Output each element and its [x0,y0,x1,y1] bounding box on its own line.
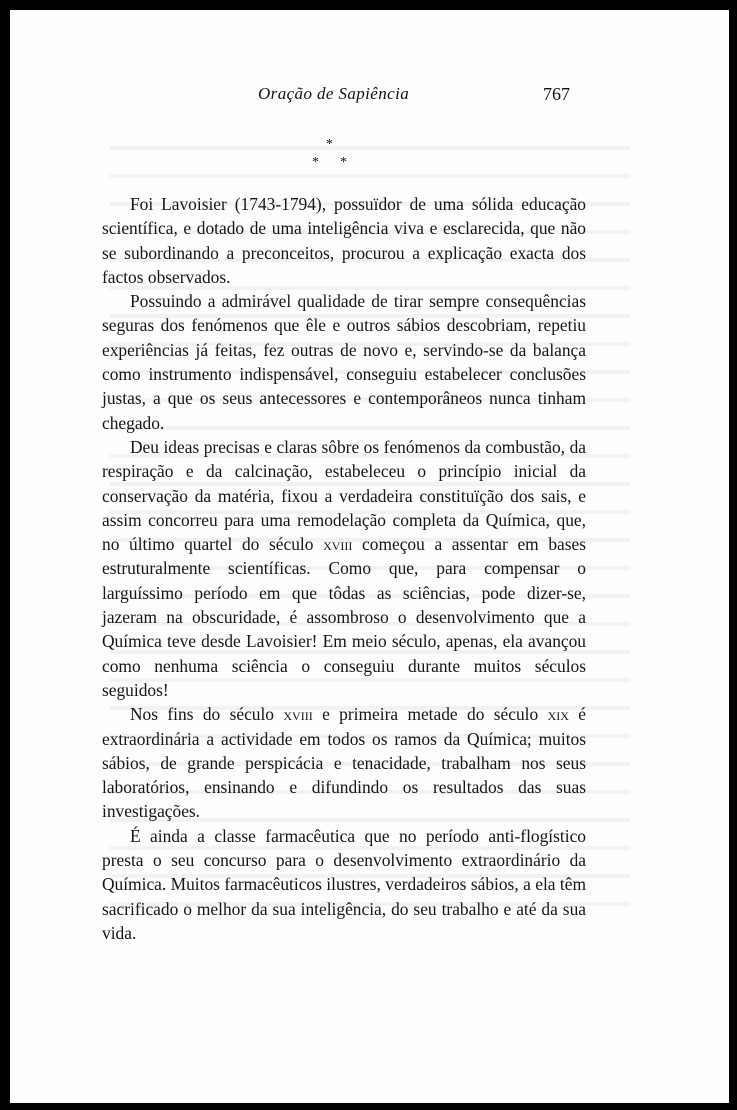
roman-numeral: xix [547,704,569,725]
paragraph-text: começou a assentar em bases estruturalmente scientíficas. Como que, para compensar o larguíssimo período em que tôdas as sciências, pode dizer-se, jazeram na obscuridade, é assombroso o desenvolvimento que a Química teve desde Lavoisier! Em meio século, apenas, ela avançou como nenhuma sciência o conseguiu durante muitos séculos seguidos! [102,534,586,700]
page-number: 767 [543,84,570,104]
paragraph-pharmaceutical-class: É ainda a classe farmacêutica que no período anti-flogístico presta o seu concurso para o desenvolvimento extraordinário da Química. Muitos farmacêuticos ilustres, verdadeiros sábios, a ela têm sacrificado o melhor da sua inteligência, do seu trabalho e até da sua vida. [102,825,586,943]
paragraph-nineteenth-century [102,702,586,823]
roman-numeral: xviii [283,704,313,725]
book-page [10,10,729,1103]
paragraph-text: Nos fins do século [130,704,275,725]
paragraph-experiments: Possuindo a admirável qualidade de tirar sempre consequências seguras dos fenómenos que êle e outros sábios descobriam, repetiu experiências já feitas, fez outras de novo e, servindo-se da balança como instrumento indispensável, conseguiu estabelecer conclusões justas, a que os seus antecessores e contemporâneos nunca tinham chegado. [102,291,586,433]
roman-numeral: xviii [323,534,353,555]
asterisk-right: * [340,155,347,170]
paragraph-text: Deu ideas precisas e claras sôbre os fenómenos da combustão, da respiração e da calcinação, estabeleceu o princípio inicial da conservação da matéria, fixou a verdadeira constituïção dos sais, e assim concorreu para uma remodelação completa da Química, que, no último quartel do século [102,436,586,555]
running-title: Oração de Sapiência [258,84,410,103]
section-break-asterism [312,138,352,176]
asterisk-left: * [312,155,319,170]
running-header [10,84,729,108]
paragraph-text: e primeira metade do século [322,704,539,725]
paragraph-lavoisier: Foi Lavoisier (1743-1794), possuïdor de uma sólida educação scientífica, e dotado de uma inteligência viva e esclarecida, que não se subordinando a preconceitos, procurou a explicação exacta dos factos observados. [102,194,586,287]
paragraph-combustion [102,435,586,702]
paragraph-text: é extraordinária a actividade em todos os ramos da Química; muitos sábios, de grande perspicácia e tenacidade, trabalham nos seus laboratórios, ensinando e difundindo os resultados das suas investigações. [102,704,587,822]
body-text [102,192,586,945]
asterisk-top: * [326,137,333,152]
